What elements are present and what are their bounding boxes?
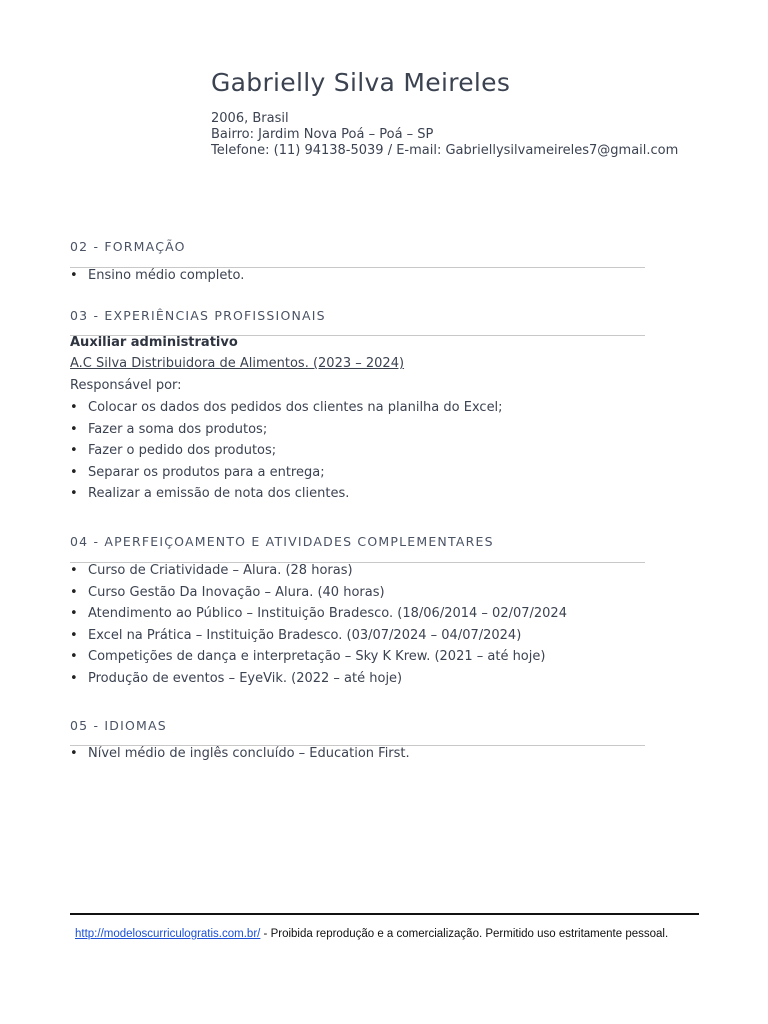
aperfeicoamento-list [70,560,567,689]
footer-text: - Proibida reprodução e a comercialização. Permitido uso estritamente pessoal. [260,928,669,940]
job-company: A.C Silva Distribuidora de Alimentos. (2023 – 2024) [70,356,405,371]
job-title: Auxiliar administrativo [70,335,238,350]
list-item: • Curso Gestão Da Inovação – Alura. (40 horas) [70,582,567,604]
formacao-list [70,265,244,287]
phone-email: Telefone: (11) 94138-5039 / E-mail: Gabriellysilvameireles7@gmail.com [211,143,679,158]
candidate-name: Gabrielly Silva Meireles [211,68,511,97]
footer-link[interactable]: http://modeloscurriculogratis.com.br/ [75,928,261,940]
birth-country: 2006, Brasil [211,111,289,126]
job-responsibilities-label: Responsável por: [70,378,182,393]
list-item: • Separar os produtos para a entrega; [70,462,503,484]
list-item: • Atendimento ao Público – Instituição Bradesco. (18/06/2014 – 02/07/2024 [70,603,567,625]
list-item: • Curso de Criatividade – Alura. (28 horas) [70,560,567,582]
list-item: • Fazer a soma dos produtos; [70,419,503,441]
resume-header [211,66,678,159]
list-item: • Ensino médio completo. [70,265,244,287]
footer-divider [70,913,699,915]
list-item: • Competições de dança e interpretação – Sky K Krew. (2021 – até hoje) [70,646,567,668]
list-item: • Produção de eventos – EyeVik. (2022 – até hoje) [70,668,567,690]
section-title-idiomas: 05 - IDIOMAS [70,718,167,733]
address: Bairro: Jardim Nova Poá – Poá – SP [211,127,434,142]
section-title-aperfeicoamento: 04 - APERFEIÇOAMENTO E ATIVIDADES COMPLEMENTARES [70,534,494,549]
idiomas-list [70,743,410,765]
responsibilities-list [70,397,503,505]
list-item: • Nível médio de inglês concluído – Education First. [70,743,410,765]
contact-block [211,111,678,159]
list-item: • Excel na Prática – Instituição Bradesco. (03/07/2024 – 04/07/2024) [70,625,567,647]
list-item: • Fazer o pedido dos produtos; [70,440,503,462]
list-item: • Realizar a emissão de nota dos clientes. [70,483,503,505]
list-item: • Colocar os dados dos pedidos dos clientes na planilha do Excel; [70,397,503,419]
section-title-formacao: 02 - FORMAÇÃO [70,239,186,254]
section-title-experiencias: 03 - EXPERIÊNCIAS PROFISSIONAIS [70,308,326,323]
footer-notice [75,928,668,940]
